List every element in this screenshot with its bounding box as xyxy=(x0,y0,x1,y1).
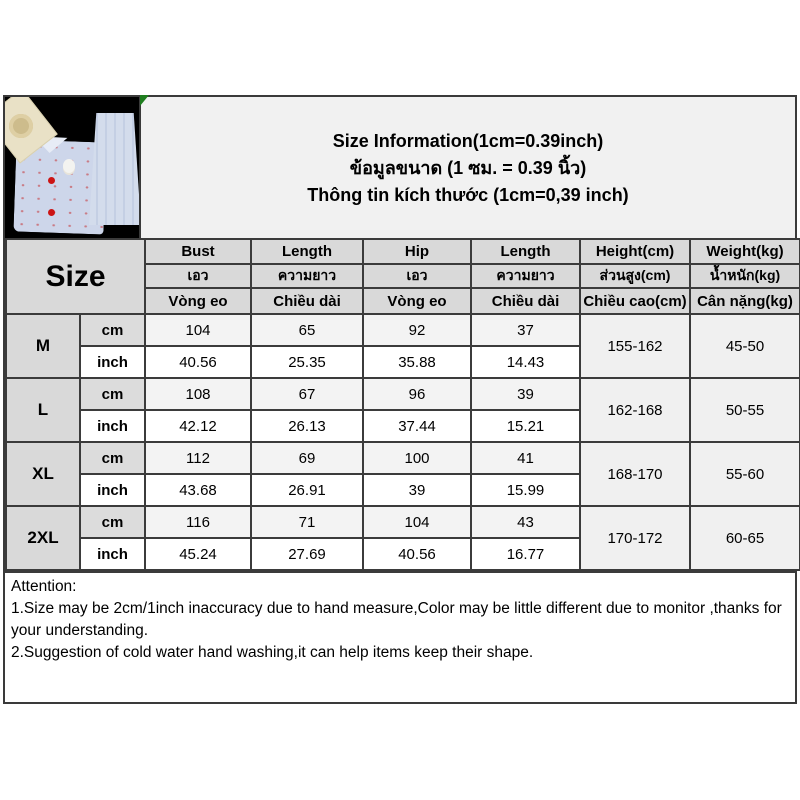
size-label-cell: M xyxy=(6,314,80,378)
measurement-inch-cell: 14.43 xyxy=(471,346,580,378)
column-header-en: Height(cm) xyxy=(580,239,690,264)
attention-section xyxy=(5,571,795,702)
unit-label-cm: cm xyxy=(80,442,145,474)
measurement-cm-cell: 92 xyxy=(363,314,471,346)
measurement-inch-cell: 39 xyxy=(363,474,471,506)
measurement-cm-cell: 116 xyxy=(145,506,251,538)
measurement-cm-cell: 104 xyxy=(145,314,251,346)
unit-label-inch: inch xyxy=(80,538,145,570)
measurement-inch-cell: 15.21 xyxy=(471,410,580,442)
measurement-inch-cell: 16.77 xyxy=(471,538,580,570)
measurement-inch-cell: 40.56 xyxy=(363,538,471,570)
attention-note-1: 1.Size may be 2cm/1inch inaccuracy due to hand measure,Color may be little different due to monitor ,thanks for your understanding. xyxy=(11,600,782,639)
header-row-en xyxy=(6,239,800,264)
shirt-button-image xyxy=(48,209,55,216)
measurement-inch-cell: 25.35 xyxy=(251,346,363,378)
measurement-inch-cell: 27.69 xyxy=(251,538,363,570)
page-title-thai: ข้อมูลขนาด (1 ซม. = 0.39 นิ้ว) xyxy=(349,157,587,178)
measurement-inch-cell: 43.68 xyxy=(145,474,251,506)
measurement-inch-cell: 45.24 xyxy=(145,538,251,570)
green-corner-mark xyxy=(140,95,149,106)
weight-range-cell: 45-50 xyxy=(690,314,800,378)
height-range-cell: 170-172 xyxy=(580,506,690,570)
measurement-cm-cell: 65 xyxy=(251,314,363,346)
height-range-cell: 155-162 xyxy=(580,314,690,378)
attention-heading: Attention: xyxy=(11,578,77,595)
column-header-th: เอว xyxy=(363,264,471,288)
measurement-cm-cell: 108 xyxy=(145,378,251,410)
weight-range-cell: 55-60 xyxy=(690,442,800,506)
attention-notes xyxy=(11,598,789,664)
title-panel xyxy=(141,97,795,238)
attention-note-2: 2.Suggestion of cold water hand washing,it can help items keep their shape. xyxy=(11,644,534,661)
unit-label-cm: cm xyxy=(80,506,145,538)
column-header-vi: Vòng eo xyxy=(145,288,251,314)
measurement-cm-cell: 41 xyxy=(471,442,580,474)
column-header-vi: Vòng eo xyxy=(363,288,471,314)
column-header-en: Hip xyxy=(363,239,471,264)
product-photo xyxy=(5,97,141,238)
unit-label-cm: cm xyxy=(80,378,145,410)
measurement-inch-cell: 40.56 xyxy=(145,346,251,378)
column-header-vi: Chiều dài xyxy=(471,288,580,314)
column-header-vi: Cân nặng(kg) xyxy=(690,288,800,314)
size-label-cell: XL xyxy=(6,442,80,506)
column-header-th: น้ำหนัก(kg) xyxy=(690,264,800,288)
measurement-cm-cell: 67 xyxy=(251,378,363,410)
weight-range-cell: 60-65 xyxy=(690,506,800,570)
unit-label-cm: cm xyxy=(80,314,145,346)
size-label-cell: L xyxy=(6,378,80,442)
header-strip xyxy=(5,97,795,238)
size-label-cell: 2XL xyxy=(6,506,80,570)
weight-range-cell: 50-55 xyxy=(690,378,800,442)
table-row-xl-cm xyxy=(6,442,800,474)
measurement-inch-cell: 15.99 xyxy=(471,474,580,506)
size-chart-sheet xyxy=(3,95,797,704)
shirt-button-image xyxy=(48,177,55,184)
table-row-l-cm xyxy=(6,378,800,410)
size-corner-cell: Size xyxy=(6,239,145,314)
column-header-th: เอว xyxy=(145,264,251,288)
column-header-vi: Chiều dài xyxy=(251,288,363,314)
column-header-th: ส่วนสูง(cm) xyxy=(580,264,690,288)
measurement-inch-cell: 35.88 xyxy=(363,346,471,378)
measurement-cm-cell: 43 xyxy=(471,506,580,538)
unit-label-inch: inch xyxy=(80,410,145,442)
measurement-cm-cell: 96 xyxy=(363,378,471,410)
measurement-inch-cell: 26.91 xyxy=(251,474,363,506)
measurement-cm-cell: 100 xyxy=(363,442,471,474)
measurement-inch-cell: 26.13 xyxy=(251,410,363,442)
column-header-en: Bust xyxy=(145,239,251,264)
column-header-en: Weight(kg) xyxy=(690,239,800,264)
size-table xyxy=(5,238,800,571)
measurement-cm-cell: 69 xyxy=(251,442,363,474)
page-title-vietnamese: Thông tin kích thước (1cm=0,39 inch) xyxy=(307,184,629,205)
kitty-patch-image xyxy=(63,159,75,173)
column-header-th: ความยาว xyxy=(251,264,363,288)
measurement-cm-cell: 37 xyxy=(471,314,580,346)
unit-label-inch: inch xyxy=(80,346,145,378)
measurement-cm-cell: 71 xyxy=(251,506,363,538)
column-header-en: Length xyxy=(471,239,580,264)
unit-label-inch: inch xyxy=(80,474,145,506)
page-title-english: Size Information(1cm=0.39inch) xyxy=(332,130,604,151)
column-header-vi: Chiều cao(cm) xyxy=(580,288,690,314)
pajama-skirt-image xyxy=(89,113,141,225)
table-row-m-cm xyxy=(6,314,800,346)
measurement-inch-cell: 37.44 xyxy=(363,410,471,442)
measurement-cm-cell: 104 xyxy=(363,506,471,538)
measurement-cm-cell: 39 xyxy=(471,378,580,410)
column-header-en: Length xyxy=(251,239,363,264)
cookie-image xyxy=(5,109,38,143)
height-range-cell: 168-170 xyxy=(580,442,690,506)
measurement-cm-cell: 112 xyxy=(145,442,251,474)
table-row-2xl-cm xyxy=(6,506,800,538)
measurement-inch-cell: 42.12 xyxy=(145,410,251,442)
column-header-th: ความยาว xyxy=(471,264,580,288)
height-range-cell: 162-168 xyxy=(580,378,690,442)
